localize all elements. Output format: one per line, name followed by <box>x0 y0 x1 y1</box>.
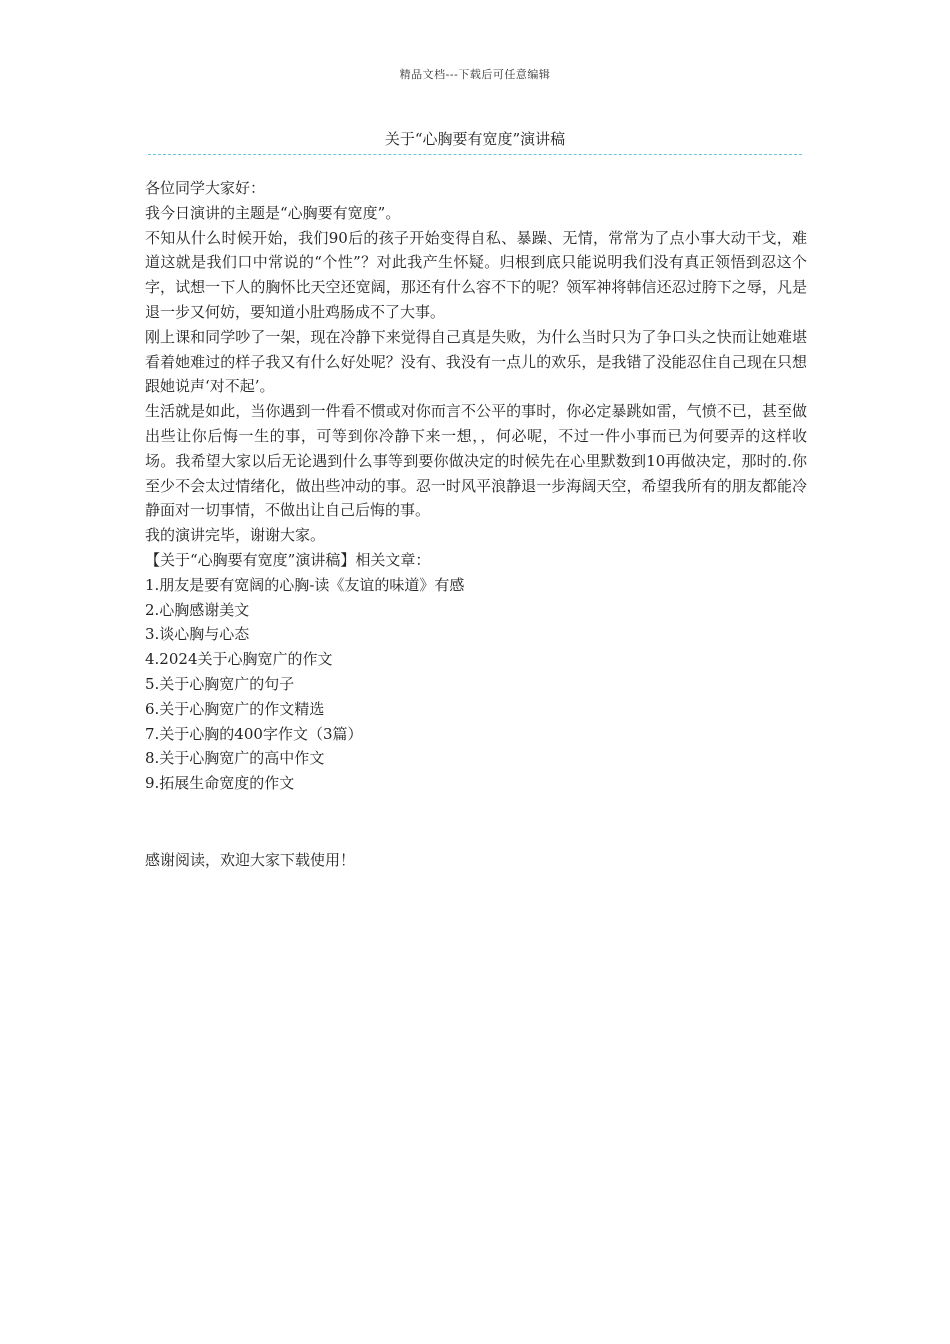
dashed-divider <box>148 154 802 155</box>
related-articles-list <box>145 573 807 796</box>
document-body <box>145 176 807 796</box>
related-article-link[interactable]: 7.关于心胸的400字作文（3篇） <box>145 724 363 743</box>
related-article-link[interactable]: 1.朋友是要有宽阔的心胸-读《友谊的味道》有感 <box>145 575 465 594</box>
paragraph-quarrel: 刚上课和同学吵了一架，现在冷静下来觉得自己真是失败，为什么当时只为了争口头之快而让她难堪看着她难过的样子我又有什么好处呢？没有、我没有一点儿的欢乐，是我错了没能忍住自己现在只想跟她说声‘对不起’。 <box>145 327 807 396</box>
related-article-link[interactable]: 5.关于心胸宽广的句子 <box>145 674 295 693</box>
closing-note: 感谢阅读，欢迎大家下载使用！ <box>145 851 356 869</box>
related-article-link[interactable]: 4.2024关于心胸宽广的作文 <box>145 650 333 669</box>
paragraph-topic: 我今日演讲的主题是“心胸要有宽度”。 <box>145 203 401 222</box>
related-article-link[interactable]: 8.关于心胸宽广的高中作文 <box>145 749 325 768</box>
related-article-link[interactable]: 6.关于心胸宽广的作文精选 <box>145 699 325 718</box>
document-title: 关于“心胸要有宽度”演讲稿 <box>384 130 566 148</box>
related-article-link[interactable]: 9.拓展生命宽度的作文 <box>145 774 295 793</box>
related-article-link[interactable]: 3.谈心胸与心态 <box>145 625 250 644</box>
paragraph-individuality: 不知从什么时候开始，我们90后的孩子开始变得自私、暴躁、无情，常常为了点小事大动干戈，难道这就是我们口中常说的“个性”？对此我产生怀疑。归根到底只能说明我们没有真正领悟到忍这个字，试想一下人的胸怀比天空还宽阔，那还有什么容不下的呢？领军神将韩信还忍过胯下之辱，凡是退一步又何妨，要知道小肚鸡肠成不了大事。 <box>145 228 807 321</box>
paragraph-life: 生活就是如此，当你遇到一件看不惯或对你而言不公平的事时，你必定暴跳如雷，气愤不已，甚至做出些让你后悔一生的事，可等到你冷静下来一想，，何必呢，不过一件小事而已为何要弄的这样收场。我希望大家以后无论遇到什么事等到要你做决定的时候先在心里默数到10再做决定，那时的.你至少不会太过情绪化，做出些冲动的事。忍一时风平浪静退一步海阔天空，希望我所有的朋友都能冷静面对一切事情，不做出让自己后悔的事。 <box>145 402 807 520</box>
greeting: 各位同学大家好： <box>145 179 266 197</box>
related-heading: 【关于“心胸要有宽度”演讲稿】相关文章： <box>145 550 431 569</box>
paragraph-ending: 我的演讲完毕，谢谢大家。 <box>145 526 326 545</box>
related-article-link[interactable]: 2.心胸感谢美文 <box>145 600 250 619</box>
header-note: 精品文档---下载后可任意编辑 <box>399 68 551 81</box>
